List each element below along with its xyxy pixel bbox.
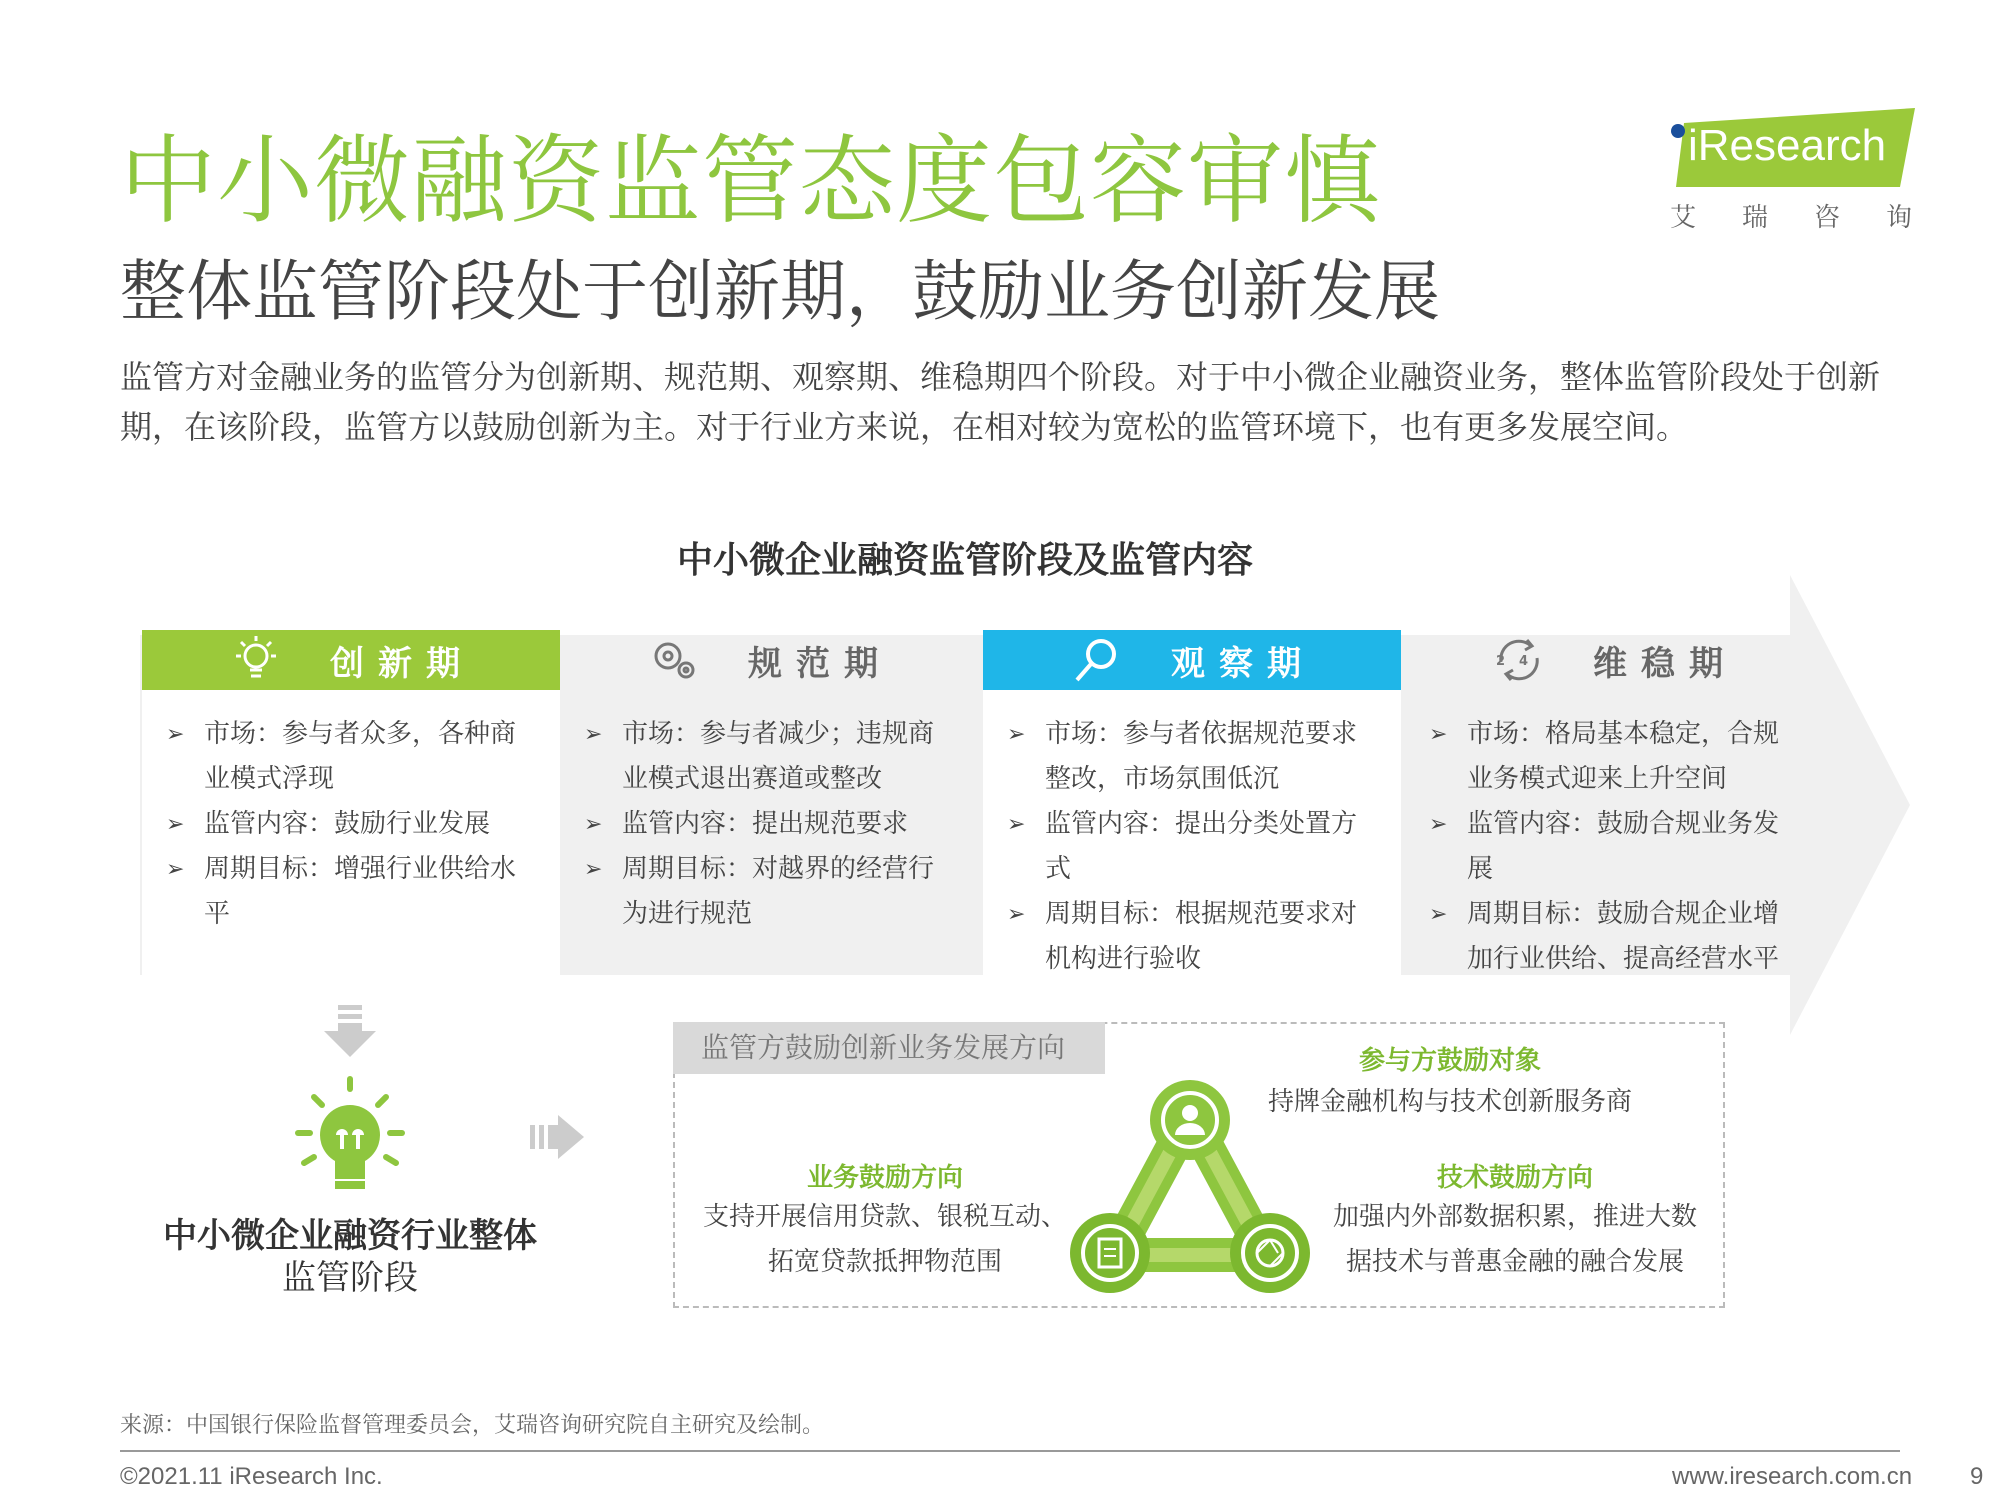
stage-header <box>142 630 560 690</box>
list-item: ➢ 市场：格局基本稳定，合规业务模式迎来上升空间 <box>1429 712 1803 802</box>
stage-header <box>1405 630 1823 690</box>
participant-title: 参与方鼓励对象 <box>1358 1046 1541 1076</box>
footer-divider <box>120 1450 1900 1452</box>
bullet-arrow-icon: ➢ <box>1429 722 1448 747</box>
right-arrow-icon <box>530 1115 585 1160</box>
bullet-arrow-icon: ➢ <box>584 812 603 837</box>
stage-label: 观察期 <box>1171 643 1315 684</box>
person-icon <box>1150 1080 1230 1160</box>
list-item: ➢ 周期目标：对越界的经营行为进行规范 <box>584 847 958 937</box>
copyright: ©2021.11 iResearch Inc. <box>120 1463 383 1490</box>
bullet-arrow-icon: ➢ <box>584 722 603 747</box>
stage-label: 维稳期 <box>1593 643 1737 684</box>
shutter-icon <box>1230 1213 1310 1293</box>
24h-cycle-icon <box>1491 632 1547 688</box>
stage-stability <box>1405 630 1823 975</box>
stage-items <box>1405 712 1823 982</box>
iresearch-logo <box>1660 105 1959 235</box>
business-text-line2: 拓宽贷款抵押物范围 <box>767 1247 1002 1277</box>
stage-header <box>560 630 978 690</box>
stage-observation <box>983 630 1401 975</box>
gears-icon <box>646 632 702 688</box>
overall-stage-label: 中小微企业融资行业整体 <box>163 1216 537 1256</box>
website-link[interactable]: www.iresearch.com.cn <box>1672 1463 1913 1490</box>
down-arrow-icon <box>320 1005 380 1060</box>
stage-standardization <box>560 630 978 975</box>
bullet-arrow-icon: ➢ <box>1429 902 1448 927</box>
bullet-arrow-icon: ➢ <box>1007 722 1026 747</box>
triangle-cycle-diagram <box>1065 1075 1315 1305</box>
bullet-arrow-icon: ➢ <box>584 857 603 882</box>
stage-label: 创新期 <box>330 643 474 684</box>
source-note: 来源：中国银行保险监督管理委员会，艾瑞咨询研究院自主研究及绘制。 <box>120 1413 825 1438</box>
bullet-arrow-icon: ➢ <box>166 857 185 882</box>
chart-title: 中小微企业融资监管阶段及监管内容 <box>676 540 1253 581</box>
lightbulb-icon <box>228 632 284 688</box>
stage-items <box>983 712 1401 982</box>
bullet-arrow-icon: ➢ <box>1007 812 1026 837</box>
bullet-arrow-icon: ➢ <box>1007 902 1026 927</box>
tech-title: 技术鼓励方向 <box>1436 1163 1593 1193</box>
page-number: 9 <box>1970 1463 1984 1490</box>
overall-stage-sublabel: 监管阶段 <box>282 1258 418 1298</box>
list-item: ➢ 市场：参与者减少；违规商业模式退出赛道或整改 <box>584 712 958 802</box>
magnifier-icon <box>1069 632 1125 688</box>
list-item: ➢ 周期目标：鼓励合规企业增加行业供给、提高经营水平 <box>1429 892 1803 982</box>
stage-innovation <box>142 630 560 975</box>
list-item: ➢ 监管内容：鼓励行业发展 <box>166 802 540 847</box>
clipboard-icon <box>1070 1213 1150 1293</box>
business-title: 业务鼓励方向 <box>806 1163 963 1193</box>
list-item: ➢ 市场：参与者依据规范要求整改，市场氛围低沉 <box>1007 712 1381 802</box>
page-title: 中小微融资监管态度包容审慎 <box>120 125 1381 237</box>
participant-text: 持牌金融机构与技术创新服务商 <box>1267 1087 1632 1117</box>
page-subtitle: 整体监管阶段处于创新期，鼓励业务创新发展 <box>120 253 1440 330</box>
tech-text-line2: 据技术与普惠金融的融合发展 <box>1345 1247 1684 1277</box>
bullet-arrow-icon: ➢ <box>166 722 185 747</box>
bullet-arrow-icon: ➢ <box>1429 812 1448 837</box>
stage-label: 规范期 <box>748 643 892 684</box>
stage-header <box>983 630 1401 690</box>
intro-paragraph: 监管方对金融业务的监管分为创新期、规范期、观察期、维稳期四个阶段。对于中小微企业融资业务，整体监管阶段处于创新期，在该阶段，监管方以鼓励创新为主。对于行业方来说，在相对较为宽松的监管环境下，也有更多发展空间。 <box>120 358 1881 446</box>
list-item: ➢ 监管内容：提出规范要求 <box>584 802 958 847</box>
list-item: ➢ 市场：参与者众多，各种商业模式浮现 <box>166 712 540 802</box>
list-item: ➢ 监管内容：鼓励合规业务发展 <box>1429 802 1803 892</box>
list-item: ➢ 周期目标：根据规范要求对机构进行验收 <box>1007 892 1381 982</box>
tech-text-line1: 加强内外部数据积累，推进大数 <box>1332 1202 1697 1232</box>
svg-text:24: 24 <box>1495 654 1543 669</box>
stage-items <box>560 712 978 937</box>
stage-items <box>142 712 560 937</box>
bullet-arrow-icon: ➢ <box>166 812 185 837</box>
business-text-line1: 支持开展信用贷款、银税互动、 <box>702 1202 1067 1232</box>
list-item: ➢ 监管内容：提出分类处置方式 <box>1007 802 1381 892</box>
logo-text: iResearch <box>1688 121 1887 170</box>
list-item: ➢ 周期目标：增强行业供给水平 <box>166 847 540 937</box>
lightbulb-icon <box>290 1075 410 1195</box>
logo-chinese-text: 艾瑞咨询 <box>1670 203 1959 233</box>
encouragement-tab: 监管方鼓励创新业务发展方向 <box>673 1022 1105 1074</box>
